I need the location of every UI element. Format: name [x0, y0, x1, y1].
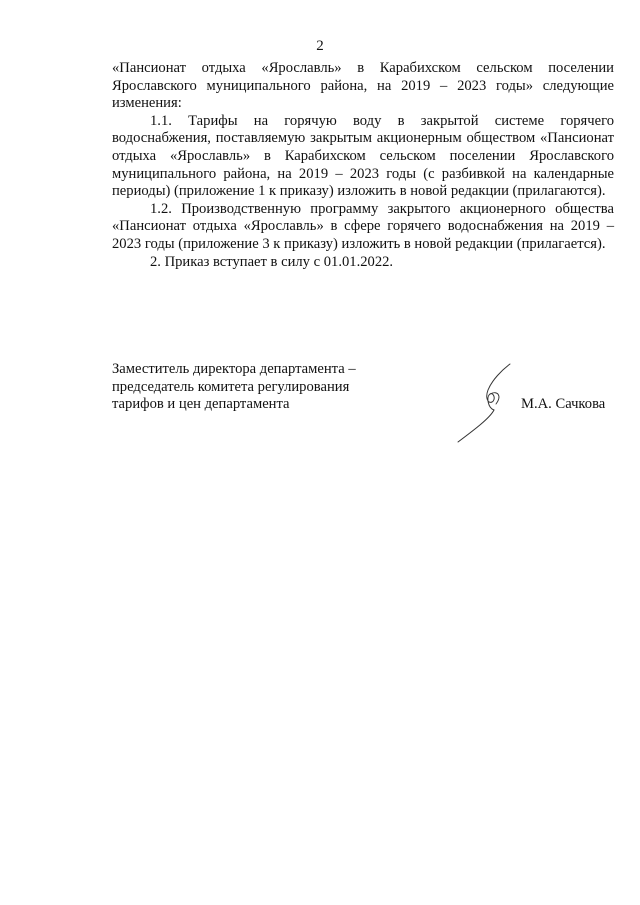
signer-position-line-2: председатель комитета регулирования: [112, 378, 350, 395]
handwritten-signature: [452, 360, 522, 445]
signer-position-line-3: тарифов и цен департамента: [112, 396, 290, 413]
signer-name: М.А. Сачкова: [521, 396, 606, 412]
signer-position: [112, 361, 372, 414]
paragraph-2: 2. Приказ вступает в силу с 01.01.2022.: [150, 253, 394, 270]
paragraph-1-2: 1.2. Производственную программу закрытого акционерного общества «Пансионат отдыха «Ярославль» в сфере горячего водоснабжения на 2019 – 2023 годы (приложение 3 к приказу) изложить в новой редакции (прилагается).: [112, 200, 614, 252]
signer-position-line-1: Заместитель директора департамента –: [112, 361, 356, 377]
page-number: 2: [316, 38, 324, 54]
paragraph-1-1: 1.1. Тарифы на горячую воду в закрытой системе горячего водоснабжения, поставляемую закрытым акционерным обществом «Пансионат отдыха «Ярославль» в Карабихском сельском поселении Ярославского муниципального района, на 2019 – 2023 годы (с разбивкой на календарные периоды) (приложение 1 к приказу) изложить в новой редакции (прилагаются).: [112, 112, 614, 200]
intro-paragraph: «Пансионат отдыха «Ярославль» в Карабихском сельском поселении Ярославского муниципального района, на 2019 – 2023 годы» следующие изменения:: [112, 60, 614, 112]
document-body: [112, 60, 614, 271]
